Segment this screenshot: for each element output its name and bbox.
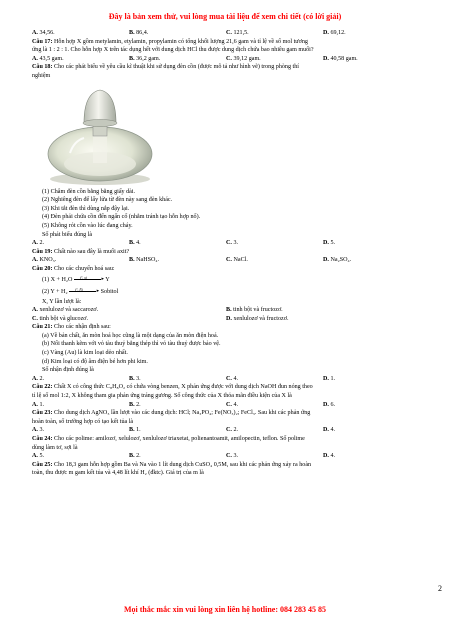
option-b: B. 1. — [129, 427, 141, 434]
q20-text: Câu 20: Cho các chuyển hoá sau: — [32, 265, 115, 272]
q18-statement-4: (4) Đèn phải chứa cồn đến ngấn cổ (nhằm tránh tạo hỗn hợp nổ). — [42, 214, 201, 221]
option-b: B. 86,4. — [129, 30, 149, 36]
q17-line-2: ứng là 1 : 2 : 1. Cho hỗn hợp X trên tác dụng hết với dung dịch HCl thu được dung dịch chứa bao nhiêu gam muối? — [32, 47, 314, 54]
reaction-2-condition: t°, Ni — [75, 288, 83, 293]
option-c: C. NaCl. — [226, 257, 248, 264]
q17-line-1: Câu 17: Hỗn hợp X gồm metylamin, etylamin, propylamin có tổng khối lượng 21,6 gam và tỉ lệ về số mol tương — [32, 38, 308, 45]
q18-statement-3: (3) Khi tắt đèn thì dùng nắp đậy lại. — [42, 205, 130, 212]
q20-options-row-2 — [32, 315, 420, 324]
q19-options — [32, 256, 420, 265]
option-a: A. 2. — [32, 240, 45, 247]
option-b: B. tinh bột và fructozơ. — [226, 307, 283, 314]
option-b: B. NaHSO₄. — [129, 257, 160, 264]
q21-statement-d: (d) Kim loại có độ âm điện bé hơn phi kim. — [42, 358, 148, 365]
q24-line-1: Câu 24: Cho các polime: amilozơ, xelulozơ, xenlulozơ triaxetat, polienantoamit, amilopectin, teflon. Số polime — [32, 436, 305, 442]
q18-options — [32, 239, 420, 248]
option-a: A. 2. — [32, 375, 45, 382]
option-d: D. 40,58 gam. — [323, 55, 358, 62]
q21-options — [32, 375, 420, 384]
option-a: A. 34,56. — [32, 30, 55, 36]
reaction-arrow-icon: t°, Ni ▸ — [69, 288, 99, 294]
q16-options — [32, 29, 420, 38]
reaction-2-right: Sobitol — [100, 288, 119, 295]
q23-line-1: Câu 23: Cho dung dịch AgNO₃ lần lượt vào các dung dịch: HCl; Na₃PO₄; Fe(NO₃)₂; FeCl₃. Sau khi các phản ứng — [32, 410, 311, 417]
option-c: C. 3. — [226, 240, 239, 247]
reaction-1-condition: t°, xt — [79, 276, 87, 281]
option-b: B. 36,2 gam. — [129, 55, 161, 62]
q22-options — [32, 401, 420, 410]
q19-text: Câu 19: Chất nào sau đây là muối axit? — [32, 248, 130, 255]
reaction-1-left: (1) X + H₂O — [42, 276, 73, 283]
option-a: A. 1. — [32, 401, 45, 408]
q21-text: Câu 21: Cho các nhận định sau: — [32, 324, 111, 331]
option-c: C. tinh bột và glucozơ. — [32, 315, 89, 322]
content-area — [32, 29, 420, 478]
q20-options-row-1 — [32, 306, 420, 315]
option-a: A. 43,5 gam. — [32, 55, 64, 62]
q18-statement-5: (5) Không rót cồn vào lúc đang cháy. — [42, 222, 133, 229]
option-d: D. 4. — [323, 427, 336, 434]
reaction-arrow-icon: t°, xt ▸ — [74, 276, 104, 282]
page-footer: Mọi thắc mắc xin vui lòng xin liên hệ hotline: 084 283 45 85 — [123, 605, 326, 614]
option-a: A. 3. — [32, 427, 45, 434]
option-c: C. 4. — [226, 401, 239, 408]
option-d: D. 1. — [323, 375, 336, 382]
q22-line-1: Câu 22: Chất X có công thức C₈H₈O₂ có chứa vòng benzen, X phản ứng được với dung dịch NaOH đun nóng theo — [32, 384, 313, 391]
page-header: Đây là bản xem thử, vui lòng mua tài liệu để xem chi tiết (có lời giải) — [108, 12, 342, 21]
option-a: A. 5. — [32, 453, 45, 460]
q18-prompt: Số phát biểu đúng là — [42, 231, 93, 238]
option-b: B. 2. — [129, 401, 141, 408]
q23-line-2: hoàn toàn, số trường hợp có tạo kết tủa là — [32, 418, 134, 425]
q18-line-1: Câu 18: Cho các phát biểu về yêu cầu kĩ thuật khi sử dụng đèn cồn (được mô tả như hình vẽ) trong phòng thí — [32, 64, 299, 71]
q24-options — [32, 452, 420, 461]
q21-prompt: Số nhận định đúng là — [42, 367, 94, 374]
option-b: B. 2. — [129, 453, 141, 460]
q21-statement-c: (c) Vàng (Au) là kim loại dẻo nhất. — [42, 350, 128, 357]
alcohol-lamp-figure — [32, 81, 420, 188]
reaction-2-left: (2) Y + H₂ — [42, 288, 68, 295]
q24-line-2: dùng làm tơ, sợi là — [32, 444, 78, 451]
q18-statement-2: (2) Nghiêng đèn để lấy lửa từ đèn này sang đèn khác. — [42, 197, 173, 204]
option-a: A. KNO₃. — [32, 257, 57, 264]
q17-options — [32, 55, 420, 64]
option-d: D. 6. — [323, 401, 336, 408]
option-d: D. 69,12. — [323, 30, 346, 36]
option-b: B. 4. — [129, 240, 141, 247]
q20-reaction-1 — [32, 274, 420, 286]
reaction-1-right: Y — [105, 276, 110, 283]
option-b: B. 3. — [129, 375, 141, 382]
option-c: C. 4. — [226, 375, 239, 382]
alcohol-lamp-image — [40, 81, 160, 188]
option-d: D. Na₂SO₄. — [323, 257, 352, 264]
q21-statement-b: (b) Nối thanh kẽm với vỏ tàu thuỷ bằng thép thì vỏ tàu thuỷ được bảo vệ. — [42, 341, 221, 348]
q25-line-1: Câu 25: Cho 18,3 gam hỗn hợp gồm Ba và Na vào 1 lít dung dịch CuSO₄ 0,5M, sau khi các phản ứng xảy ra hoàn — [32, 461, 312, 468]
q20-reaction-2 — [32, 286, 420, 298]
q23-options — [32, 426, 420, 435]
q20-ask: X, Y lần lượt là: — [42, 298, 82, 305]
option-c: C. 39,12 gam. — [226, 55, 261, 62]
option-d: D. 4. — [323, 453, 336, 460]
option-c: C. 121,5. — [226, 30, 249, 36]
q22-line-2: tỉ lệ số mol 1:2, X không tham gia phản ứng tráng gương. Số công thức của X thỏa mãn điều kiện của X là — [32, 393, 292, 400]
q18-line-2: nghiệm — [32, 72, 51, 79]
option-d: D. xenlulozơ và fructozơ. — [226, 315, 289, 322]
option-a: A. xenlulozơ và saccarozơ. — [32, 307, 99, 314]
q25-line-2: toàn, thu được m gam kết tủa và 4,48 lít khí H₂ (đktc). Giá trị của m là — [32, 470, 204, 477]
option-c: C. 2. — [226, 427, 239, 434]
q21-statement-a: (a) Về bản chất, ăn mòn hoá học cũng là một dạng của ăn mòn điện hoá. — [42, 332, 219, 339]
option-d: D. 5. — [323, 240, 336, 247]
page-number: 2 — [438, 584, 442, 593]
option-c: C. 3. — [226, 453, 239, 460]
q18-statement-1: (1) Châm đèn cồn bằng bằng giấy dài. — [42, 188, 136, 195]
